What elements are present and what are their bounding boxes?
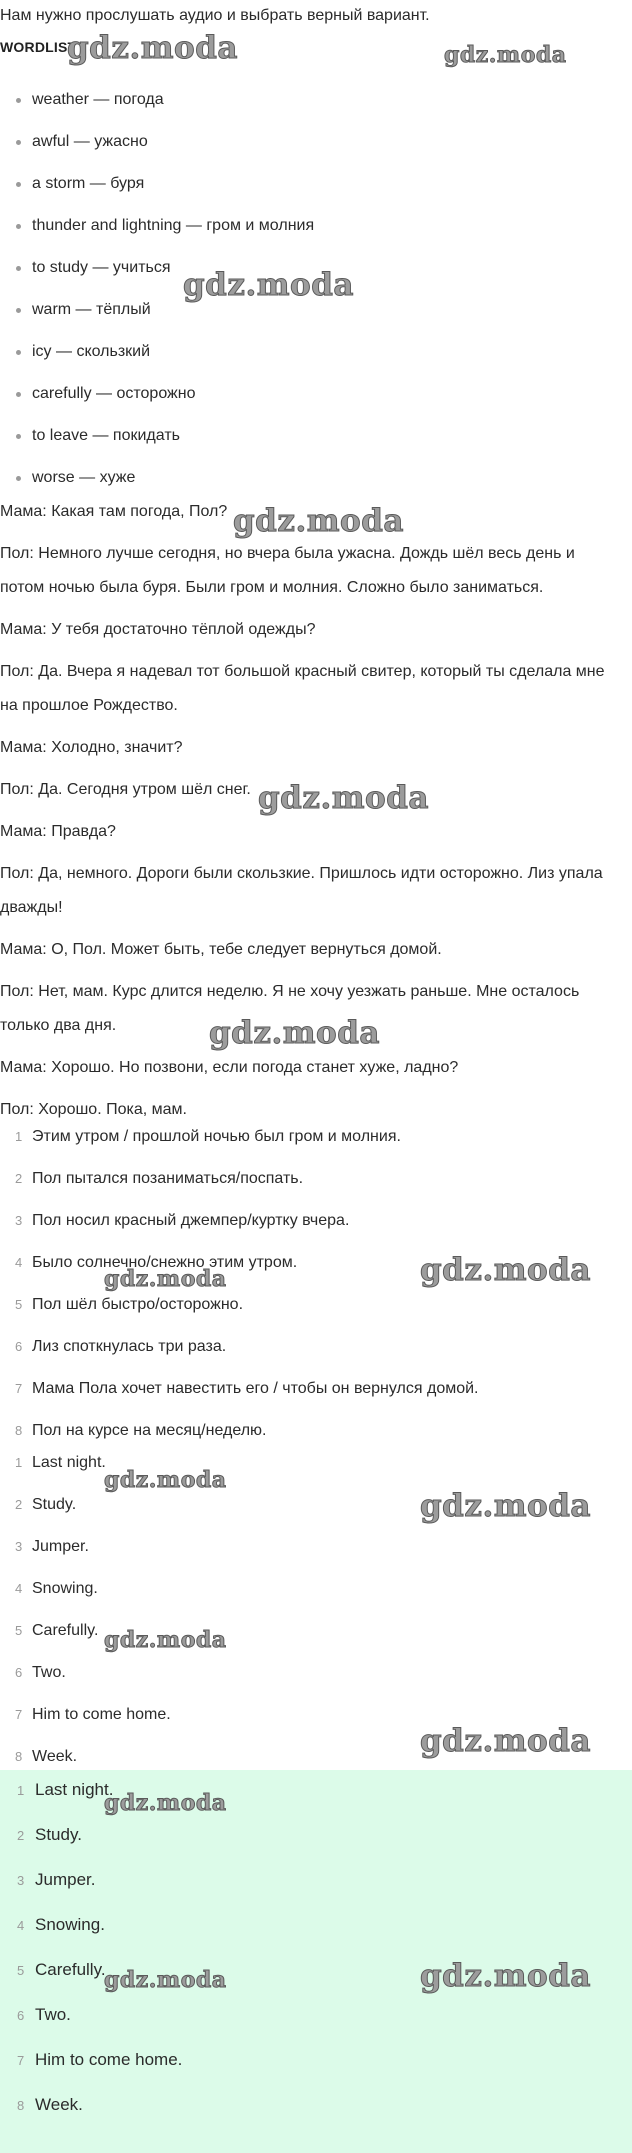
dialogue-line: Пол: Хорошо. Пока, мам. — [0, 1101, 187, 1118]
item-number: 5 — [15, 1623, 23, 1638]
list-item — [0, 1747, 77, 1767]
item-text: Пол пытался позаниматься/поспать. — [32, 1170, 304, 1187]
item-number: 8 — [17, 2098, 25, 2113]
list-item — [0, 1211, 349, 1231]
watermark: gdz.moda — [209, 1015, 380, 1051]
item-number: 3 — [15, 1213, 23, 1228]
item-text: Мама Пола хочет навестить его / чтобы он вернулся домой. — [32, 1380, 479, 1397]
intro-text: Нам нужно прослушать аудио и выбрать верный вариант. — [0, 7, 430, 24]
list-item — [0, 1127, 401, 1147]
list-item — [0, 1869, 95, 1892]
item-number: 7 — [15, 1381, 23, 1396]
item-text: Jumper. — [32, 1538, 89, 1555]
item-text: Carefully. — [32, 1622, 99, 1639]
item-text: Carefully. — [35, 1960, 106, 1979]
item-text: Last night. — [35, 1780, 114, 1799]
item-text: Лиз споткнулась три раза. — [32, 1338, 227, 1355]
list-item — [0, 1579, 98, 1599]
item-number: 3 — [17, 1873, 25, 1888]
item-text: Пол на курсе на месяц/неделю. — [32, 1422, 267, 1439]
item-text: Snowing. — [32, 1580, 98, 1597]
item-text: Him to come home. — [35, 2050, 183, 2069]
item-text: Two. — [32, 1664, 66, 1681]
item-number: 1 — [15, 1129, 23, 1144]
list-item — [0, 2049, 182, 2072]
item-number: 4 — [15, 1255, 23, 1270]
item-text: Study. — [32, 1496, 77, 1513]
item-number: 4 — [15, 1581, 23, 1596]
wordlist-item: carefully — осторожно — [32, 385, 196, 402]
item-text: Пол носил красный джемпер/куртку вчера. — [32, 1212, 350, 1229]
list-item — [0, 1779, 113, 1802]
wordlist-item: worse — хуже — [32, 469, 136, 486]
list-item — [0, 2004, 71, 2027]
wordlist-title: WORDLIST — [0, 39, 77, 55]
wordlist-item: awful — ужасно — [32, 133, 148, 150]
dialogue-line: Мама: Какая там погода, Пол? — [0, 503, 228, 520]
watermark: gdz.moda — [420, 1958, 591, 1994]
list-item — [0, 1295, 243, 1315]
list-item — [0, 1537, 89, 1557]
list-item — [0, 1379, 479, 1399]
list-item — [0, 1495, 76, 1515]
item-text: Him to come home. — [32, 1706, 171, 1723]
item-text: Two. — [35, 2005, 71, 2024]
watermark: gdz.moda — [258, 780, 429, 816]
watermark: gdz.moda — [67, 30, 238, 66]
item-text: Last night. — [32, 1454, 106, 1471]
watermark: gdz.moda — [104, 1467, 227, 1493]
watermark: gdz.moda — [420, 1252, 591, 1288]
dialogue-line: Пол: Да. Сегодня утром шёл снег. — [0, 781, 251, 798]
list-item — [0, 1705, 171, 1725]
wordlist-item: warm — тёплый — [32, 301, 151, 318]
wordlist-item: weather — погода — [32, 91, 164, 108]
item-number: 7 — [15, 1707, 23, 1722]
item-number: 2 — [15, 1497, 23, 1512]
dialogue-line: Мама: У тебя достаточно тёплой одежды? — [0, 621, 316, 638]
item-text: Week. — [32, 1748, 78, 1765]
wordlist-item: a storm — буря — [32, 175, 145, 192]
dialogue-line: Мама: Хорошо. Но позвони, если погода станет хуже, ладно? — [0, 1059, 459, 1076]
item-text: Week. — [35, 2095, 83, 2114]
dialogue-line: Мама: Холодно, значит? — [0, 739, 183, 756]
item-text: Этим утром / прошлой ночью был гром и молния. — [32, 1128, 401, 1145]
item-text: Study. — [35, 1825, 82, 1844]
watermark: gdz.moda — [233, 503, 404, 539]
watermark: gdz.moda — [104, 1967, 227, 1993]
wordlist-item: to leave — покидать — [32, 427, 180, 444]
wordlist-item: thunder and lightning — гром и молния — [32, 217, 315, 234]
item-number: 8 — [15, 1749, 23, 1764]
list-item — [0, 1453, 106, 1473]
watermark: gdz.moda — [104, 1627, 227, 1653]
watermark: gdz.moda — [444, 42, 567, 68]
item-number: 1 — [17, 1783, 25, 1798]
item-number: 3 — [15, 1539, 23, 1554]
item-text: Jumper. — [35, 1870, 96, 1889]
item-number: 2 — [17, 1828, 25, 1843]
item-number: 5 — [15, 1297, 23, 1312]
list-item — [0, 1421, 266, 1441]
item-text: Snowing. — [35, 1915, 105, 1934]
dialogue-line: Пол: Да, немного. Дороги были скользкие. Пришлось идти осторожно. Лиз упала дважды! — [0, 865, 603, 916]
item-number: 7 — [17, 2053, 25, 2068]
item-number: 6 — [15, 1339, 23, 1354]
item-number: 6 — [15, 1665, 23, 1680]
item-number: 1 — [15, 1455, 23, 1470]
list-item — [0, 1959, 106, 1982]
watermark: gdz.moda — [420, 1723, 591, 1759]
list-item — [0, 1337, 226, 1357]
list-item — [0, 2094, 83, 2117]
item-number: 2 — [15, 1171, 23, 1186]
item-text: Пол шёл быстро/осторожно. — [32, 1296, 244, 1313]
list-item — [0, 1169, 303, 1189]
item-text: Было солнечно/снежно этим утром. — [32, 1254, 298, 1271]
list-item — [0, 1621, 98, 1641]
watermark: gdz.moda — [183, 267, 354, 303]
watermark: gdz.moda — [104, 1790, 227, 1816]
item-number: 8 — [15, 1423, 23, 1438]
wordlist-item: to study — учиться — [32, 259, 171, 276]
dialogue-line: Мама: Правда? — [0, 823, 116, 840]
watermark: gdz.moda — [104, 1266, 227, 1292]
list-item — [0, 1914, 105, 1937]
list-item — [0, 1824, 82, 1847]
dialogue-line: Пол: Да. Вчера я надевал тот большой красный свитер, который ты сделала мне на прошлое Рождество. — [0, 663, 605, 714]
dialogue-line: Пол: Нет, мам. Курс длится неделю. Я не хочу уезжать раньше. Мне осталось только два дня. — [0, 983, 580, 1034]
item-number: 5 — [17, 1963, 25, 1978]
watermark: gdz.moda — [420, 1488, 591, 1524]
dialogue-line: Пол: Немного лучше сегодня, но вчера была ужасна. Дождь шёл весь день и потом ночью была буря. Были гром и молния. Сложно было заниматься. — [0, 545, 575, 596]
wordlist-item: icy — скользкий — [32, 343, 151, 360]
list-item — [0, 1663, 66, 1683]
dialogue-line: Мама: О, Пол. Может быть, тебе следует вернуться домой. — [0, 941, 442, 958]
item-number: 4 — [17, 1918, 25, 1933]
item-number: 6 — [17, 2008, 25, 2023]
